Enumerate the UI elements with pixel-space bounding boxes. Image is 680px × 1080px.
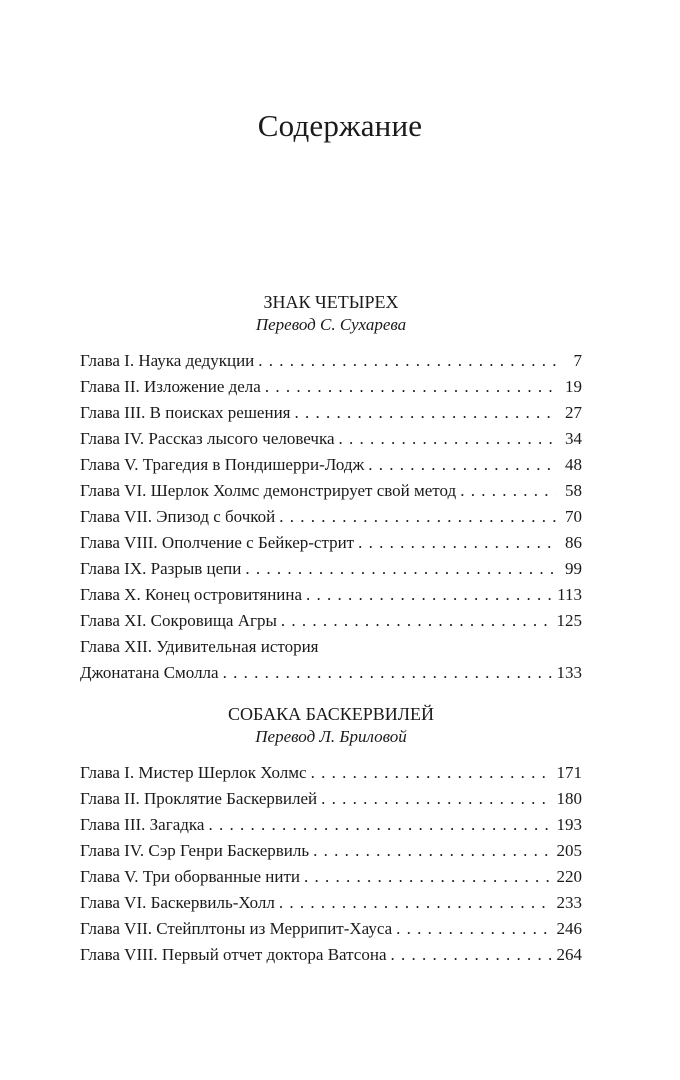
toc-entry-page: 205 [556,841,582,860]
toc-entry-page: 264 [556,945,582,964]
toc-entry-label: Глава IX. Разрыв цепи [80,559,242,578]
toc-entry[interactable] [80,504,582,530]
toc-entry-label: Глава VI. Шерлок Холмс демонстрирует свой метод [80,481,457,500]
dot-leader [368,452,556,478]
dot-leader [281,608,553,634]
toc-entry[interactable] [80,812,582,838]
toc-entry-label: Глава V. Трагедия в Пондишерри-Лодж [80,455,365,474]
toc-entry[interactable] [80,942,582,968]
toc-entry[interactable] [80,400,582,426]
toc-entry[interactable] [80,374,582,400]
dot-leader [279,504,556,530]
toc-entry-page: 113 [557,585,582,604]
toc-entry[interactable] [80,786,582,812]
dot-leader [321,786,552,812]
toc-entry-label: Глава IV. Рассказ лысого человечка [80,429,335,448]
dot-leader [313,838,552,864]
dot-leader [279,890,553,916]
toc-entry-label: Глава V. Три оборванные нити [80,867,300,886]
toc-entry-label: Глава VI. Баскервиль-Холл [80,893,275,912]
dot-leader [311,760,553,786]
section-title: СОБАКА БАСКЕРВИЛЕЙ [227,704,435,724]
toc-entry-page: 19 [565,377,582,396]
dot-leader [265,374,556,400]
toc-entry-page: 125 [556,611,582,630]
toc-section-sign-of-four [80,290,582,686]
toc-entry[interactable] [80,916,582,942]
toc-entry-label: Глава VII. Стейплтоны из Меррипит-Хауса [80,919,393,938]
dot-leader [460,478,556,504]
toc-entry[interactable] [80,582,582,608]
toc-entry[interactable] [80,530,582,556]
toc-entry-page: 246 [556,919,582,938]
toc-entry-page: 171 [556,763,582,782]
toc-entry-line2 [80,660,582,686]
toc-entry-label: Глава I. Наука дедукции [80,351,255,370]
toc-entry[interactable] [80,890,582,916]
toc-entry-label: Глава II. Изложение дела [80,377,261,396]
toc-entry-page: 99 [565,559,582,578]
dot-leader [396,916,552,942]
toc-entry-page: 133 [556,663,582,682]
dot-leader [304,864,553,890]
dot-leader [223,660,553,686]
toc-entry-page: 70 [565,507,582,526]
toc-entry[interactable] [80,608,582,634]
page-title: Содержание [257,108,423,143]
toc-entry-page: 233 [556,893,582,912]
toc-entry-label: Глава III. Загадка [80,815,205,834]
dot-leader [358,530,556,556]
toc-entry-label: Глава I. Мистер Шерлок Холмс [80,763,307,782]
toc-entry-page: 220 [556,867,582,886]
toc-entry[interactable] [80,426,582,452]
toc-entry-label: Глава XI. Сокровища Агры [80,611,277,630]
toc-entry-label-line2: Джонатана Смолла [80,663,219,682]
toc-entry-page: 27 [565,403,582,422]
dot-leader [294,400,556,426]
toc-list [80,348,582,634]
section-translator: Перевод Л. Бриловой [255,727,407,746]
toc-entry-page: 193 [556,815,582,834]
toc-entry[interactable] [80,478,582,504]
dot-leader [258,348,556,374]
toc-entry-page: 58 [565,481,582,500]
toc-entry[interactable] [80,452,582,478]
toc-section-hound-of-baskervilles [80,702,582,968]
toc-entry-page: 86 [565,533,582,552]
dot-leader [339,426,556,452]
toc-entry-page: 180 [556,789,582,808]
section-translator: Перевод С. Сухарева [255,315,407,334]
toc-entry[interactable] [80,634,582,686]
toc-entry-label: Глава X. Конец островитянина [80,585,303,604]
dot-leader [208,812,552,838]
dot-leader [306,582,553,608]
toc-entry-label: Глава VII. Эпизод с бочкой [80,507,276,526]
toc-entry[interactable] [80,556,582,582]
toc-entry-page: 48 [565,455,582,474]
dot-leader [391,942,553,968]
toc-list [80,760,582,968]
section-title: ЗНАК ЧЕТЫРЕХ [263,292,399,312]
toc-entry-label: Глава IV. Сэр Генри Баскервиль [80,841,310,860]
toc-entry-label-line1: Глава XII. Удивительная история [80,637,319,656]
toc-entry[interactable] [80,838,582,864]
toc-entry-label: Глава II. Проклятие Баскервилей [80,789,318,808]
toc-entry-label: Глава III. В поисках решения [80,403,291,422]
dot-leader [245,556,556,582]
toc-entry-page: 7 [573,351,582,370]
toc-entry-page: 34 [565,429,582,448]
toc-entry[interactable] [80,864,582,890]
toc-entry-label: Глава VIII. Ополчение с Бейкер-стрит [80,533,355,552]
toc-entry[interactable] [80,760,582,786]
toc-entry[interactable] [80,348,582,374]
toc-entry-label: Глава VIII. Первый отчет доктора Ватсона [80,945,387,964]
